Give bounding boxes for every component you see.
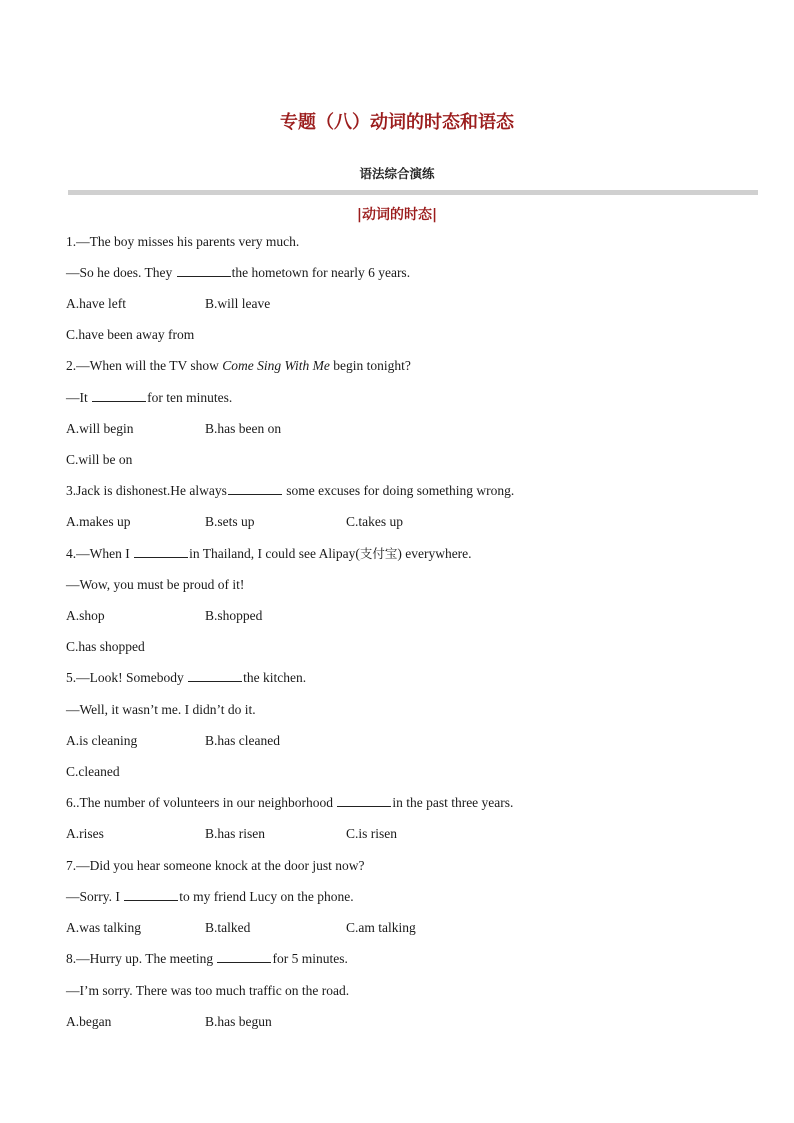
- question-2-prompt: 2.—When will the TV show Come Sing With Me begin tonight?: [66, 358, 411, 373]
- question-6-option-a: A.rises: [66, 826, 104, 841]
- question-4-option-c: C.has shopped: [66, 639, 145, 654]
- question-8-response: —I’m sorry. There was too much traffic on the road.: [66, 983, 350, 998]
- question-3-option-a: A.makes up: [66, 514, 131, 529]
- question-5-option-b: B.has cleaned: [205, 733, 280, 748]
- question-8-option-a: A.began: [66, 1014, 112, 1029]
- question-8-option-b: B.has begun: [205, 1014, 272, 1029]
- question-3-option-b: B.sets up: [205, 514, 255, 529]
- question-1-prompt: 1.—The boy misses his parents very much.: [66, 234, 300, 249]
- question-2-response: —It for ten minutes.: [66, 390, 233, 405]
- page-subtitle: 语法综合演练: [359, 166, 435, 181]
- answer-blank: [217, 950, 271, 963]
- question-5-option-a: A.is cleaning: [66, 733, 138, 748]
- question-7-option-c: C.am talking: [346, 920, 416, 935]
- question-1-option-b: B.will leave: [205, 296, 271, 311]
- question-8-prompt: 8.—Hurry up. The meeting for 5 minutes.: [66, 951, 348, 966]
- answer-blank: [124, 888, 178, 901]
- answer-blank: [228, 482, 282, 495]
- question-2-option-a: A.will begin: [66, 421, 134, 436]
- question-2-option-c: C.will be on: [66, 452, 133, 467]
- question-7-option-a: A.was talking: [66, 920, 141, 935]
- section-heading: |动词的时态|: [356, 207, 438, 223]
- question-2-option-b: B.has been on: [205, 421, 282, 436]
- answer-blank: [92, 389, 146, 402]
- question-1-response: —So he does. They the hometown for nearly 6 years.: [66, 265, 411, 280]
- divider: [68, 190, 758, 195]
- question-3-prompt: 3.Jack is dishonest.He always some excuses for doing something wrong.: [66, 483, 515, 498]
- question-4-option-a: A.shop: [66, 608, 105, 623]
- question-7-prompt: 7.—Did you hear someone knock at the door just now?: [66, 858, 365, 873]
- question-6-option-c: C.is risen: [346, 826, 398, 841]
- answer-blank: [188, 669, 242, 682]
- question-5-option-c: C.cleaned: [66, 764, 120, 779]
- question-6-prompt: 6..The number of volunteers in our neighborhood in the past three years.: [66, 795, 514, 810]
- question-1-option-c: C.have been away from: [66, 327, 195, 342]
- answer-blank: [337, 794, 391, 807]
- show-title: Come Sing With Me: [222, 358, 330, 373]
- question-3-option-c: C.takes up: [346, 514, 403, 529]
- answer-blank: [177, 264, 231, 277]
- answer-blank: [134, 545, 188, 558]
- page-title: 专题（八）动词的时态和语态: [280, 112, 514, 133]
- question-4-prompt: 4.—When I in Thailand, I could see Alipay(支付宝) everywhere.: [66, 546, 472, 561]
- question-4-response: —Wow, you must be proud of it!: [66, 577, 245, 592]
- question-5-prompt: 5.—Look! Somebody the kitchen.: [66, 670, 307, 685]
- question-7-option-b: B.talked: [205, 920, 251, 935]
- question-7-response: —Sorry. I to my friend Lucy on the phone.: [66, 889, 354, 904]
- question-4-option-b: B.shopped: [205, 608, 263, 623]
- question-6-option-b: B.has risen: [205, 826, 265, 841]
- question-1-option-a: A.have left: [66, 296, 126, 311]
- question-5-response: —Well, it wasn’t me. I didn’t do it.: [66, 702, 256, 717]
